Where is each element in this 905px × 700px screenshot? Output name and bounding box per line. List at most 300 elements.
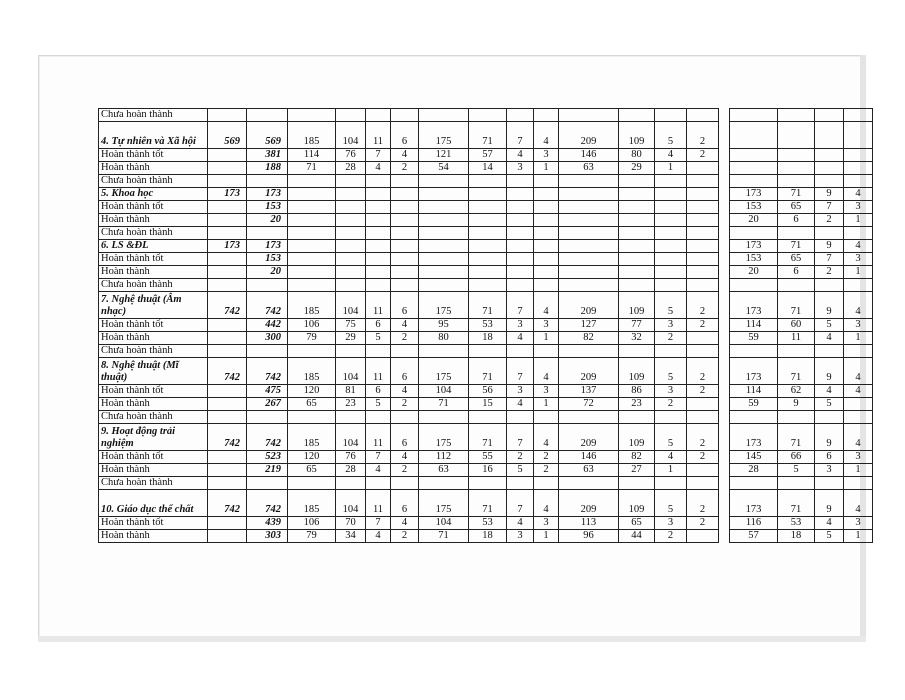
value-cell: 14 [469,162,507,175]
value-cell: 71 [778,490,815,517]
value-cell [288,477,336,490]
value-cell [288,345,336,358]
value-cell [391,279,419,292]
value-cell: 81 [336,385,366,398]
value-cell: 173 [730,292,778,319]
value-cell [687,227,719,240]
value-cell [655,188,687,201]
column-gap [719,345,730,358]
result-row [99,109,873,122]
result-row [99,332,873,345]
value-cell [534,227,559,240]
value-cell [687,464,719,477]
column-gap [719,149,730,162]
value-cell [507,214,534,227]
value-cell [619,240,655,253]
value-cell [336,279,366,292]
value-cell [469,188,507,201]
value-cell [815,109,844,122]
value-cell: 2 [687,490,719,517]
row-label: Chưa hoàn thành [99,477,208,490]
result-row [99,201,873,214]
value-cell: 71 [778,424,815,451]
value-cell [469,214,507,227]
value-cell: 4 [815,332,844,345]
value-cell: 209 [559,424,619,451]
value-cell: 11 [778,332,815,345]
value-cell: 4 [391,319,419,332]
value-cell [336,214,366,227]
value-cell: 153 [730,201,778,214]
subject-total: 742 [208,424,247,451]
value-cell [366,227,391,240]
value-cell [687,530,719,543]
value-cell [687,477,719,490]
value-cell [778,279,815,292]
evaluated-total: 742 [247,490,288,517]
value-cell [619,201,655,214]
value-cell: 104 [336,358,366,385]
value-cell: 62 [778,385,815,398]
value-cell: 7 [366,149,391,162]
value-cell: 3 [655,517,687,530]
value-cell: 63 [559,464,619,477]
value-cell [815,162,844,175]
subject-total [208,398,247,411]
row-label: Hoàn thành tốt [99,319,208,332]
value-cell: 120 [288,451,336,464]
value-cell: 3 [534,517,559,530]
value-cell: 2 [687,451,719,464]
value-cell [844,162,873,175]
value-cell [655,411,687,424]
value-cell: 71 [469,292,507,319]
value-cell [778,122,815,149]
value-cell: 4 [534,292,559,319]
value-cell: 209 [559,358,619,385]
value-cell: 9 [815,292,844,319]
value-cell [336,109,366,122]
column-gap [719,188,730,201]
value-cell: 34 [336,530,366,543]
value-cell: 185 [288,358,336,385]
value-cell [730,122,778,149]
value-cell: 5 [366,332,391,345]
value-cell: 116 [730,517,778,530]
value-cell: 109 [619,490,655,517]
value-cell: 106 [288,319,336,332]
value-cell: 6 [391,424,419,451]
value-cell: 7 [366,517,391,530]
subject-total [208,464,247,477]
evaluated-total: 523 [247,451,288,464]
value-cell [419,240,469,253]
subject-total [208,530,247,543]
value-cell: 2 [687,149,719,162]
value-cell [534,345,559,358]
evaluated-total [247,477,288,490]
value-cell: 2 [391,332,419,345]
column-gap [719,201,730,214]
value-cell: 1 [655,162,687,175]
value-cell [391,477,419,490]
value-cell: 146 [559,451,619,464]
value-cell: 173 [730,424,778,451]
value-cell: 109 [619,358,655,385]
value-cell [619,175,655,188]
value-cell: 20 [730,266,778,279]
value-cell [619,214,655,227]
result-row [99,319,873,332]
value-cell: 3 [844,201,873,214]
value-cell [507,240,534,253]
subject-total [208,319,247,332]
value-cell [655,214,687,227]
value-cell [815,477,844,490]
value-cell [844,345,873,358]
value-cell [366,175,391,188]
value-cell [655,477,687,490]
value-cell: 175 [419,490,469,517]
value-cell: 1 [844,464,873,477]
value-cell: 77 [619,319,655,332]
value-cell [366,411,391,424]
value-cell: 76 [336,451,366,464]
subject-total [208,332,247,345]
value-cell [336,227,366,240]
value-cell: 2 [815,266,844,279]
value-cell: 5 [815,530,844,543]
value-cell: 23 [336,398,366,411]
value-cell [288,201,336,214]
value-cell: 4 [815,385,844,398]
column-gap [719,477,730,490]
value-cell [844,149,873,162]
value-cell: 2 [507,451,534,464]
value-cell: 71 [469,358,507,385]
value-cell: 3 [534,149,559,162]
subject-total [208,201,247,214]
value-cell: 72 [559,398,619,411]
value-cell [419,201,469,214]
column-gap [719,109,730,122]
value-cell [730,149,778,162]
evaluated-total: 442 [247,319,288,332]
value-cell: 120 [288,385,336,398]
row-label: 4. Tự nhiên và Xã hội [99,122,208,149]
value-cell: 5 [655,122,687,149]
row-label: 6. LS &ĐL [99,240,208,253]
value-cell [844,398,873,411]
value-cell: 71 [778,240,815,253]
column-gap [719,214,730,227]
value-cell [815,175,844,188]
value-cell: 71 [288,162,336,175]
row-label: Chưa hoàn thành [99,109,208,122]
value-cell: 65 [288,464,336,477]
column-gap [719,292,730,319]
column-gap [719,240,730,253]
value-cell [778,175,815,188]
subject-row [99,424,873,451]
value-cell: 175 [419,358,469,385]
value-cell: 57 [730,530,778,543]
column-gap [719,411,730,424]
value-cell: 4 [366,464,391,477]
evaluated-total [247,345,288,358]
value-cell [655,109,687,122]
value-cell: 6 [366,319,391,332]
value-cell [534,477,559,490]
value-cell [687,266,719,279]
value-cell: 71 [419,398,469,411]
value-cell [469,109,507,122]
value-cell: 1 [844,332,873,345]
value-cell: 4 [534,424,559,451]
value-cell: 114 [730,385,778,398]
value-cell [534,175,559,188]
row-label: Hoàn thành [99,162,208,175]
value-cell [534,109,559,122]
value-cell: 4 [844,358,873,385]
subject-total: 742 [208,358,247,385]
value-cell: 71 [469,490,507,517]
value-cell: 185 [288,122,336,149]
value-cell: 18 [778,530,815,543]
value-cell [655,266,687,279]
value-cell [778,227,815,240]
value-cell: 76 [336,149,366,162]
evaluated-total [247,109,288,122]
value-cell: 29 [336,332,366,345]
value-cell: 2 [687,358,719,385]
result-row [99,149,873,162]
value-cell: 16 [469,464,507,477]
value-cell: 71 [778,292,815,319]
value-cell: 5 [778,464,815,477]
value-cell [469,253,507,266]
evaluated-total: 20 [247,214,288,227]
value-cell [469,411,507,424]
value-cell: 53 [469,517,507,530]
value-cell [687,188,719,201]
value-cell [507,345,534,358]
value-cell: 79 [288,332,336,345]
value-cell [559,214,619,227]
row-label: 9. Hoạt động trải nghiệm [99,424,208,451]
value-cell: 2 [687,424,719,451]
value-cell [507,175,534,188]
column-gap [719,424,730,451]
value-cell [391,214,419,227]
value-cell: 9 [815,358,844,385]
value-cell: 2 [815,214,844,227]
value-cell: 185 [288,490,336,517]
column-gap [719,122,730,149]
subject-total: 173 [208,240,247,253]
subject-total [208,266,247,279]
column-gap [719,490,730,517]
value-cell: 109 [619,122,655,149]
row-label: Hoàn thành tốt [99,451,208,464]
subject-total [208,451,247,464]
value-cell [730,279,778,292]
value-cell: 4 [534,358,559,385]
value-cell [815,411,844,424]
value-cell [619,477,655,490]
row-label: Chưa hoàn thành [99,411,208,424]
value-cell [778,411,815,424]
value-cell [391,227,419,240]
value-cell: 4 [815,517,844,530]
value-cell: 109 [619,292,655,319]
value-cell [534,240,559,253]
value-cell: 114 [730,319,778,332]
result-row [99,477,873,490]
value-cell: 3 [507,530,534,543]
value-cell: 209 [559,292,619,319]
value-cell: 71 [419,530,469,543]
evaluated-total: 742 [247,424,288,451]
value-cell: 137 [559,385,619,398]
subject-total: 742 [208,292,247,319]
value-cell: 3 [844,253,873,266]
value-cell [730,227,778,240]
value-cell: 113 [559,517,619,530]
value-cell: 4 [391,517,419,530]
value-cell: 75 [336,319,366,332]
value-cell [336,345,366,358]
value-cell: 3 [507,319,534,332]
value-cell: 104 [336,490,366,517]
result-row [99,385,873,398]
value-cell: 173 [730,188,778,201]
row-label: Hoàn thành [99,464,208,477]
value-cell [336,175,366,188]
table-body [99,109,873,543]
value-cell [844,279,873,292]
value-cell: 2 [687,319,719,332]
value-cell: 146 [559,149,619,162]
value-cell: 57 [469,149,507,162]
value-cell: 173 [730,490,778,517]
value-cell: 6 [778,266,815,279]
value-cell: 28 [336,464,366,477]
result-row [99,175,873,188]
row-label: Chưa hoàn thành [99,227,208,240]
value-cell [288,279,336,292]
value-cell: 106 [288,517,336,530]
value-cell: 4 [391,385,419,398]
value-cell: 3 [844,517,873,530]
value-cell [507,227,534,240]
value-cell [619,411,655,424]
value-cell [336,411,366,424]
value-cell [534,253,559,266]
subject-row [99,358,873,385]
value-cell [844,477,873,490]
value-cell [419,266,469,279]
result-row [99,279,873,292]
value-cell [391,345,419,358]
value-cell [336,266,366,279]
value-cell: 59 [730,332,778,345]
value-cell [366,253,391,266]
value-cell [687,175,719,188]
value-cell [730,175,778,188]
value-cell: 80 [419,332,469,345]
value-cell [419,227,469,240]
value-cell [288,266,336,279]
value-cell: 11 [366,122,391,149]
value-cell [391,253,419,266]
value-cell [507,266,534,279]
value-cell [419,109,469,122]
value-cell [655,201,687,214]
value-cell: 5 [655,358,687,385]
row-label: 10. Giáo dục thể chất [99,490,208,517]
value-cell [844,227,873,240]
evaluated-total [247,175,288,188]
value-cell: 28 [730,464,778,477]
value-cell: 65 [288,398,336,411]
value-cell [815,227,844,240]
value-cell: 82 [619,451,655,464]
result-row [99,253,873,266]
evaluated-total: 475 [247,385,288,398]
evaluated-total [247,227,288,240]
value-cell: 28 [336,162,366,175]
value-cell: 3 [655,319,687,332]
result-row [99,345,873,358]
evaluated-total: 173 [247,240,288,253]
value-cell: 82 [559,332,619,345]
value-cell: 6 [391,122,419,149]
value-cell [366,188,391,201]
value-cell: 20 [730,214,778,227]
subject-row [99,122,873,149]
column-gap [719,451,730,464]
value-cell [815,122,844,149]
result-row [99,398,873,411]
value-cell: 104 [336,122,366,149]
subject-total [208,175,247,188]
value-cell: 71 [778,188,815,201]
value-cell: 1 [534,530,559,543]
value-cell [507,253,534,266]
value-cell [507,477,534,490]
value-cell [687,253,719,266]
value-cell [687,332,719,345]
value-cell [391,266,419,279]
value-cell: 6 [778,214,815,227]
value-cell: 3 [507,385,534,398]
value-cell: 9 [815,240,844,253]
value-cell: 3 [507,162,534,175]
value-cell [469,201,507,214]
value-cell: 4 [844,490,873,517]
value-cell [534,188,559,201]
value-cell: 121 [419,149,469,162]
value-cell [366,345,391,358]
column-gap [719,319,730,332]
value-cell [366,279,391,292]
subject-total [208,477,247,490]
subject-total [208,227,247,240]
column-gap [719,279,730,292]
value-cell: 4 [844,424,873,451]
value-cell: 65 [619,517,655,530]
